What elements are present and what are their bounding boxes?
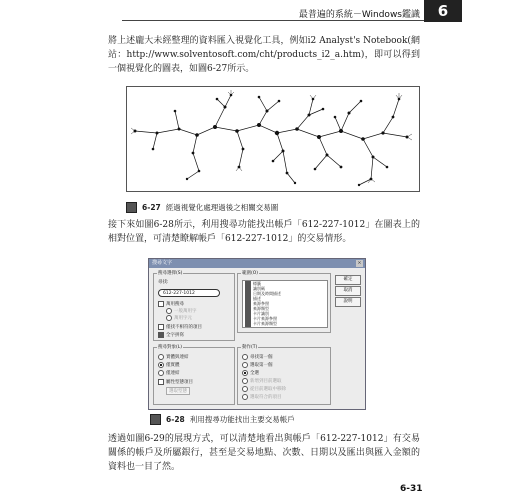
figure-caption: [126, 202, 278, 213]
checkbox[interactable]: [158, 324, 164, 330]
option-wildcard[interactable]: 萬用搜尋: [158, 301, 184, 307]
checkbox[interactable]: [158, 332, 164, 338]
select-type-button: 選取型態: [166, 387, 190, 395]
range-item[interactable]: 來源參照: [243, 301, 327, 306]
close-icon[interactable]: ×: [357, 260, 362, 266]
page-number: 6-31: [400, 484, 423, 494]
figure-marker-icon: [150, 414, 161, 425]
action-select-all[interactable]: 全選: [242, 370, 259, 376]
figure-caption-text: 經過視覺化處理過後之相關交易圖: [165, 203, 279, 212]
type-entities-links[interactable]: 實體與連結: [158, 354, 189, 360]
running-header: 最普遍的系統－Windows鑑識: [298, 10, 420, 20]
search-dialog: [148, 258, 366, 410]
option-wildcard-chars: 萬用字元: [166, 315, 192, 321]
option-nonmatching[interactable]: 僅找不相符的項目: [158, 324, 202, 330]
help-button[interactable]: 說明: [335, 297, 361, 307]
dialog-title: 搜尋文字: [149, 259, 365, 268]
search-options-group: [153, 273, 235, 341]
ok-button[interactable]: 確定: [335, 275, 361, 285]
figure-marker-icon: [126, 202, 137, 213]
figure-caption-text: 利用搜尋功能找出主要交易帳戶: [189, 415, 295, 424]
type-links-only[interactable]: 僅連結: [158, 370, 180, 376]
paragraph-conclusion: 透過如圖6-29的展現方式，可以清楚地看出與帳戶「612-227-1012」有交易關係的帳戶及所屬銀行，甚至是交易地點、次數、日期以及匯出與匯入金額的資料也一目了然。: [108, 434, 420, 472]
paragraph-search: 接下來如圖6-28所示，利用搜尋功能找出帳戶「612-227-1012」在圖表上的相對位置，可清楚瞭解帳戶「612-227-1012」的交易情形。: [108, 220, 420, 244]
group-title: 搜尋選擇(S): [158, 271, 183, 276]
range-item[interactable]: 描述: [243, 296, 327, 301]
range-group: [237, 273, 331, 333]
group-title: 搜尋對象(L): [158, 345, 183, 350]
action-select-matching: 選取符合的項目: [242, 394, 282, 400]
range-item[interactable]: 來源類型: [243, 306, 327, 311]
network-graph: [127, 87, 419, 191]
radio[interactable]: [158, 370, 164, 376]
checkbox[interactable]: [158, 301, 164, 307]
figure-number: 6-27: [142, 203, 161, 212]
group-title: 範圍(O): [242, 271, 259, 276]
cancel-button[interactable]: 取消: [335, 286, 361, 296]
option-whole-word[interactable]: 全字拼寫: [158, 332, 184, 338]
checkbox[interactable]: [158, 379, 164, 385]
find-input[interactable]: 612-227-1012: [158, 289, 220, 297]
search-target-group: [153, 347, 235, 405]
type-attribute[interactable]: 屬性型態項目: [158, 379, 193, 385]
option-general-wildcard: 一般萬用字: [166, 308, 197, 314]
range-item[interactable]: 卡片識別: [243, 311, 327, 316]
figure-caption: [150, 414, 295, 425]
range-list[interactable]: [242, 280, 328, 328]
range-item[interactable]: 日期及時間描述: [243, 291, 327, 296]
chapter-tab: 6: [424, 0, 462, 22]
range-item[interactable]: 識別碼: [243, 286, 327, 291]
range-item[interactable]: 標籤: [243, 281, 327, 286]
find-label: 尋找:: [158, 280, 169, 285]
radio[interactable]: [242, 354, 248, 360]
radio[interactable]: [158, 354, 164, 360]
action-group: [237, 347, 331, 405]
figure-number: 6-28: [166, 415, 185, 424]
action-find-first[interactable]: 尋找第一個: [242, 354, 273, 360]
group-title: 動作(T): [242, 345, 258, 350]
header-rule: [122, 20, 462, 21]
radio: [166, 315, 172, 321]
range-item[interactable]: 卡片來源參照: [243, 316, 327, 321]
radio[interactable]: [242, 362, 248, 368]
action-add-selection: 新增到目前選取: [242, 378, 282, 384]
radio: [242, 386, 248, 392]
range-item[interactable]: 卡片來源類型: [243, 321, 327, 326]
type-entities-only[interactable]: 僅實體: [158, 362, 180, 368]
radio[interactable]: [242, 370, 248, 376]
radio[interactable]: [158, 362, 164, 368]
radio: [166, 308, 172, 314]
radio: [242, 394, 248, 400]
action-remove-selection: 從目前選取中移除: [242, 386, 286, 392]
paragraph-intro: 將上述龐大未經整理的資料匯入視覺化工具，例如i2 Analyst's Notebook(網站：http://www.solventosoft.com/cht/products_i2_a.htm)，即可以得到一個視覺化的圖表，如圖6-27所示。: [108, 36, 420, 74]
network-graph-figure: [126, 86, 420, 192]
radio: [242, 378, 248, 384]
action-select-first[interactable]: 選取第一個: [242, 362, 273, 368]
